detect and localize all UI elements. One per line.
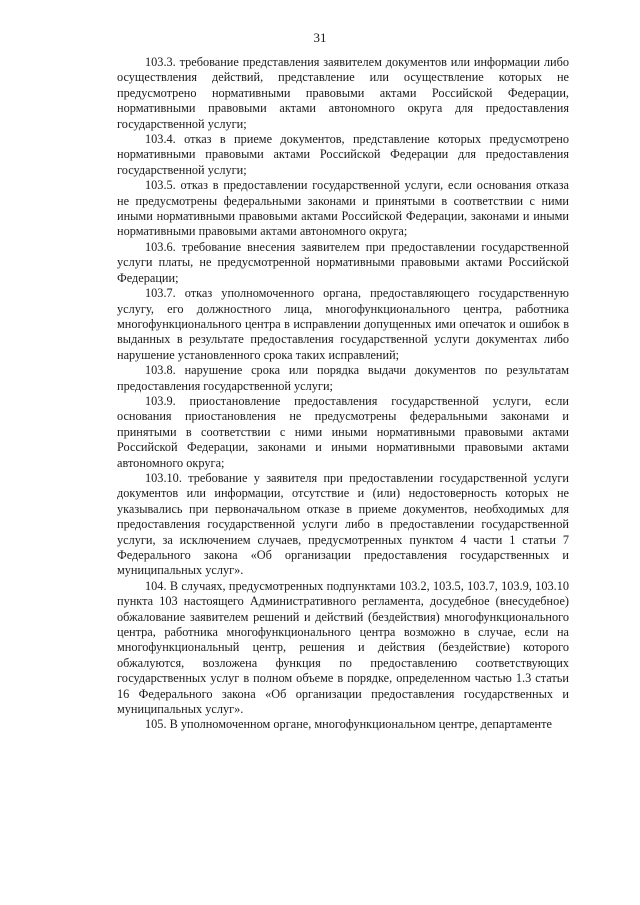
document-body [117, 55, 569, 733]
paragraph-103-4: 103.4. отказ в приеме документов, представление которых предусмотрено нормативными правовыми актами Российской Федерации для предоставления государственной услуги; [117, 132, 569, 177]
page-number: 31 [313, 30, 327, 45]
paragraph-103-9: 103.9. приостановление предоставления государственной услуги, если основания приостановления не предусмотрены федеральными законами и принятыми в соответствии с ними иными нормативными правовыми актами Российской Федерации, законами и иными нормативными правовыми актами автономного округа; [117, 393, 569, 470]
paragraph-103-6: 103.6. требование внесения заявителем при предоставлении государственной услуги платы, не предусмотренной нормативными правовыми актами Российской Федерации; [117, 239, 569, 285]
paragraph-103-3: 103.3. требование представления заявителем документов или информации либо осуществления действий, представление или осуществление которых не предусмотрено нормативными правовыми актами Российской Федерации, нормативными правовыми актами автономного округа для предоставления государственной услуги; [117, 55, 569, 131]
paragraph-103-5: 103.5. отказ в предоставлении государственной услуги, если основания отказа не предусмотрены федеральными законами и принятыми в соответствии с ними иными нормативными правовыми актами Российской Федерации, законами и иными нормативными правовыми актами автономного округа; [117, 178, 569, 239]
paragraph-103-10: 103.10. требование у заявителя при предоставлении государственной услуги документов или информации, отсутствие и (или) недостоверность которых не указывались при первоначальном отказе в приеме документов, необходимых для предоставления государственной услуги либо в предоставлении государственной услуги, за исключением случаев, предусмотренных пунктом 4 части 1 статьи 7 Федерального закона «Об организации предоставления государственных и муниципальных услуг». [117, 470, 569, 578]
paragraph-105: 105. В уполномоченном органе, многофункциональном центре, департаменте [145, 717, 552, 732]
paragraph-103-7: 103.7. отказ уполномоченного органа, предоставляющего государственную услугу, его должностного лица, многофункционального центра, работника многофункционального центра в исправлении допущенных ими опечаток и ошибок в выданных в результате предоставления государственной услуги документах либо нарушение установленного срока таких исправлений; [117, 286, 569, 362]
paragraph-104: 104. В случаях, предусмотренных подпунктами 103.2, 103.5, 103.7, 103.9, 103.10 пункта 103 настоящего Административного регламента, досудебное (внесудебное) обжалование заявителем решений и действий (бездействия) многофункционального центра, работника многофункционального центра возможно в случае, если на многофункциональный центр, решения и действия (бездействие) которого обжалуются, возложена функция по предоставлению соответствующих государственных услуг в полном объеме в порядке, определенном частью 1.3 статьи 16 Федерального закона «Об организации предоставления государственных и муниципальных услуг». [117, 578, 569, 717]
paragraph-103-8: 103.8. нарушение срока или порядка выдачи документов по результатам предоставления государственной услуги; [117, 363, 569, 393]
